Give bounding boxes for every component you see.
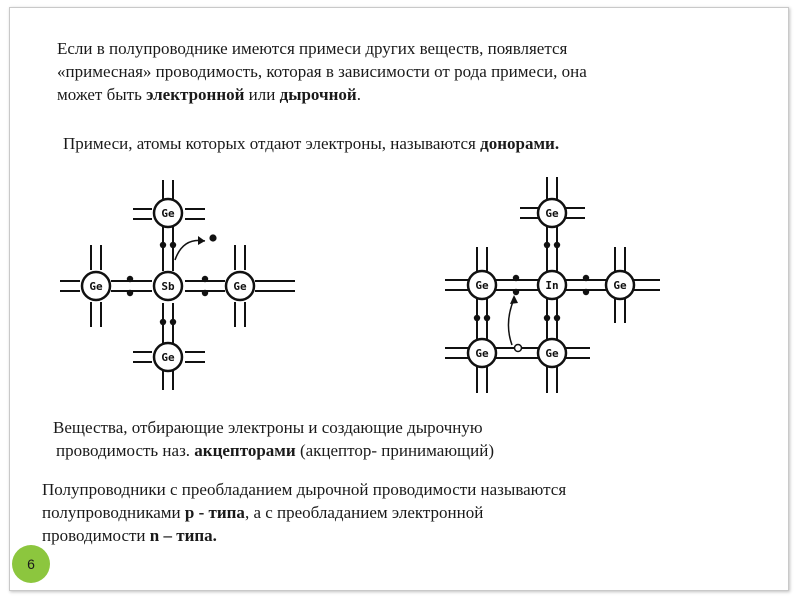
acceptor-lattice-diagram [440,175,670,400]
donor-definition [63,132,559,155]
types-line-2 [42,501,566,524]
term-n-type: n – типа. [149,526,217,545]
types-line-1: Полупроводники с преобладанием дырочной проводимости называются [42,480,567,499]
donor-atom-top-label: Ge [161,207,175,220]
intro-line-3-mid: или [244,85,280,104]
term-hole: дырочной [279,85,357,104]
acceptor-atom-bottom-center-label: Ge [545,347,559,360]
intro-line-2: «примесная» проводимость, которая в зависимости от рода примеси, она [57,62,587,81]
term-p-type: р - типа [184,503,245,522]
acceptor-line-2-suffix: (акцептор- принимающий) [295,441,494,460]
donor-atom-left-label: Ge [89,280,103,293]
acceptor-line-2 [53,439,494,462]
types-line-2-suffix: , а с преобладанием электронной [244,503,484,522]
donor-atom-right-label: Ge [233,280,247,293]
intro-line-3-prefix: может быть [57,85,147,104]
term-electronic: электронной [146,85,245,104]
acceptor-atom-center-label: In [545,279,559,292]
intro-line-1: Если в полупроводнике имеются примеси других веществ, появляется [57,39,568,58]
semiconductor-types-paragraph [42,478,566,547]
page-number-badge [12,545,50,583]
acceptor-definition [53,416,494,462]
types-line-2-prefix: полупроводниками [42,503,185,522]
donor-definition-text: Примеси, атомы которых отдают электроны, называются [63,134,481,153]
acceptor-atom-left-label: Ge [475,279,489,292]
acceptor-atom-top-label: Ge [545,207,559,220]
term-donors: донорами. [480,134,560,153]
types-line-3 [42,524,566,547]
intro-line-3-suffix: . [356,85,361,104]
acceptor-line-2-prefix: проводимость наз. [56,441,195,460]
page-number-text: 6 [27,556,35,572]
intro-line-3 [57,83,587,106]
intro-paragraph [57,37,587,106]
donor-lattice-diagram [55,175,325,400]
types-line-3-prefix: проводимости [42,526,150,545]
donor-atom-center-label: Sb [161,280,175,293]
acceptor-atom-bottom-left-label: Ge [475,347,489,360]
acceptor-line-1: Вещества, отбирающие электроны и создающие дырочную [53,418,483,437]
donor-atom-bottom-label: Ge [161,351,175,364]
term-acceptors: акцепторами [194,441,296,460]
acceptor-atom-right-label: Ge [613,279,627,292]
